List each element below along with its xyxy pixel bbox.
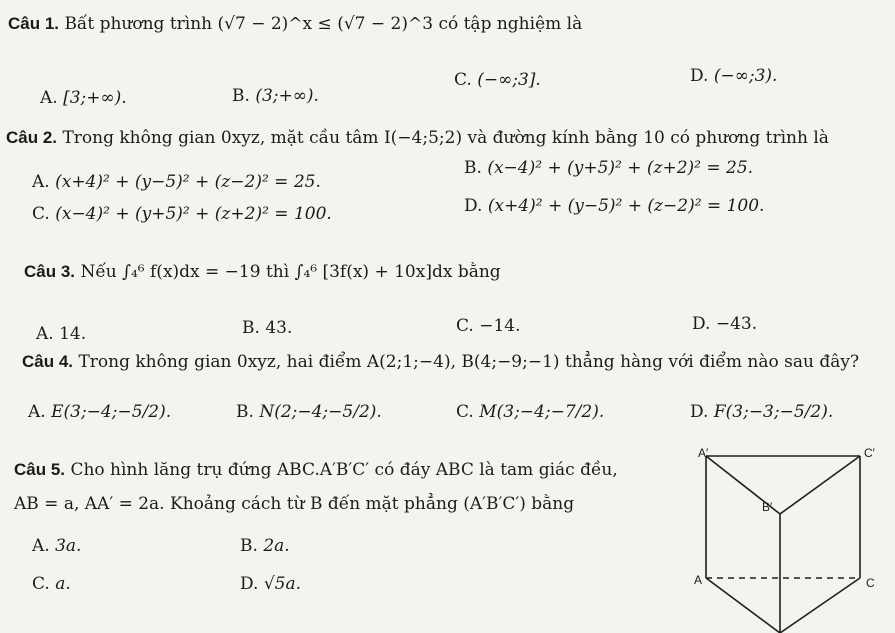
- q2-option-d[interactable]: D. (x+4)² + (y−5)² + (z−2)² = 100.: [464, 196, 765, 216]
- edge-a-b: [706, 578, 780, 633]
- q5-option-d[interactable]: D. √5a.: [240, 574, 302, 594]
- vertex-label-c1: C′: [864, 446, 875, 460]
- question-2-text: Trong không gian 0xyz, mặt cầu tâm I(−4;5;2) và đường kính bằng 10 có phương trình là: [62, 128, 829, 148]
- q2-option-b[interactable]: B. (x−4)² + (y+5)² + (z+2)² = 25.: [464, 158, 754, 178]
- question-4-text: Trong không gian 0xyz, hai điểm A(2;1;−4), B(4;−9;−1) thẳng hàng với điểm nào sau đây?: [78, 352, 860, 372]
- question-1-text: Bất phương trình (√7 − 2)^x ≤ (√7 − 2)^3 có tập nghiệm là: [64, 14, 583, 34]
- edge-b-c: [780, 578, 860, 633]
- vertex-label-a1: A′: [698, 446, 709, 460]
- q4-option-b[interactable]: B. N(2;−4;−5/2).: [236, 402, 382, 422]
- q1-option-c[interactable]: C. (−∞;3].: [454, 70, 541, 90]
- q5-option-b[interactable]: B. 2a.: [240, 536, 290, 556]
- question-5: [14, 460, 618, 480]
- q3-option-a[interactable]: A. 14.: [36, 324, 87, 344]
- q3-option-c[interactable]: C. −14.: [456, 316, 521, 336]
- question-2: [6, 128, 829, 148]
- question-2-title: Câu 2.: [6, 128, 58, 147]
- question-5-title: Câu 5.: [14, 460, 66, 479]
- q1-option-d[interactable]: D. (−∞;3).: [690, 66, 778, 86]
- q5-option-c[interactable]: C. a.: [32, 574, 71, 594]
- question-5-line-2: AB = a, AA′ = 2a. Khoảng cách từ B đến mặt phẳng (A′B′C′) bằng: [14, 494, 575, 514]
- q4-option-a[interactable]: A. E(3;−4;−5/2).: [28, 402, 172, 422]
- question-3-text: Nếu ∫₄⁶ f(x)dx = −19 thì ∫₄⁶ [3f(x) + 10x]dx bằng: [80, 262, 501, 282]
- question-5-line-1: Cho hình lăng trụ đứng ABC.A′B′C′ có đáy ABC là tam giác đều,: [70, 460, 618, 480]
- question-1-title: Câu 1.: [8, 14, 60, 33]
- q3-option-d[interactable]: D. −43.: [692, 314, 758, 334]
- vertex-label-b1: B′: [762, 500, 773, 514]
- q5-option-a[interactable]: A. 3a.: [32, 536, 82, 556]
- q4-option-d[interactable]: D. F(3;−3;−5/2).: [690, 402, 834, 422]
- question-4: [22, 352, 859, 372]
- edge-b1-c1: [780, 456, 860, 514]
- question-1: [8, 14, 582, 34]
- q1-option-b[interactable]: B. (3;+∞).: [232, 86, 319, 106]
- question-4-title: Câu 4.: [22, 352, 74, 371]
- q4-option-c[interactable]: C. M(3;−4;−7/2).: [456, 402, 605, 422]
- question-3: [24, 262, 501, 282]
- q3-option-b[interactable]: B. 43.: [242, 318, 293, 338]
- vertex-label-c: C: [866, 576, 875, 590]
- vertex-label-a: A: [694, 573, 703, 587]
- question-3-title: Câu 3.: [24, 262, 76, 281]
- q2-option-a[interactable]: A. (x+4)² + (y−5)² + (z−2)² = 25.: [32, 172, 321, 192]
- prism-figure: [690, 446, 890, 633]
- q1-option-a[interactable]: A. [3;+∞).: [40, 88, 127, 108]
- q2-option-c[interactable]: C. (x−4)² + (y+5)² + (z+2)² = 100.: [32, 204, 332, 224]
